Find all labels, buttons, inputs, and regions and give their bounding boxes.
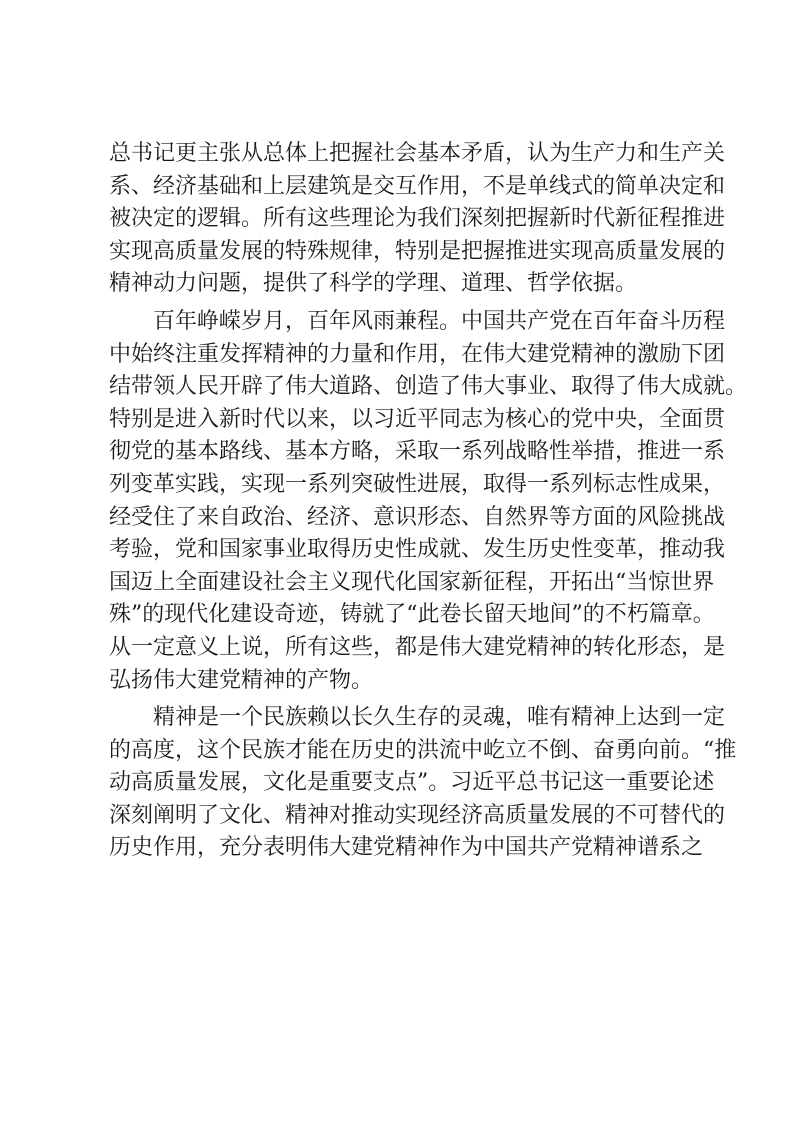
text-line: 百年峥嵘岁月，百年风雨兼程。中国共产党在百年奋斗历程 xyxy=(153,308,726,334)
text-line: 国迈上全面建设社会主义现代化国家新征程，开拓出“当惊世界 xyxy=(109,569,715,595)
text-line: 精神动力问题，提供了科学的学理、道理、哲学依据。 xyxy=(109,271,638,297)
text-line: 系、经济基础和上层建筑是交互作用，不是单线式的简单决定和 xyxy=(109,173,726,199)
text-line: 深刻阐明了文化、精神对推动实现经济高质量发展的不可替代的 xyxy=(109,802,726,828)
text-line: 殊”的现代化建设奇迹，铸就了“此卷长留天地间”的不朽篇章。 xyxy=(109,602,715,628)
text-line: 列变革实践，实现一系列突破性进展，取得一系列标志性成果， xyxy=(109,471,726,497)
text-line: 考验，党和国家事业取得历史性成就、发生历史性变革，推动我 xyxy=(109,537,726,563)
paragraph-2 xyxy=(109,306,748,697)
text-line: 历史作用，充分表明伟大建党精神作为中国共产党精神谱系之 xyxy=(109,835,704,861)
text-line: 特别是进入新时代以来，以习近平同志为核心的党中央，全面贯 xyxy=(109,406,726,432)
text-line: 弘扬伟大建党精神的产物。 xyxy=(109,667,374,693)
paragraph-3 xyxy=(109,702,737,865)
text-line: 被决定的逻辑。所有这些理论为我们深刻把握新时代新征程推进 xyxy=(109,206,726,232)
text-line: 经受住了来自政治、经济、意识形态、自然界等方面的风险挑战 xyxy=(109,504,726,530)
text-line: 的高度，这个民族才能在历史的洪流中屹立不倒、奋勇向前。“推 xyxy=(109,737,737,763)
paragraph-1 xyxy=(109,138,726,301)
document-page xyxy=(109,138,748,870)
text-line: 中始终注重发挥精神的力量和作用，在伟大建党精神的激励下团 xyxy=(109,341,726,367)
text-line: 实现高质量发展的特殊规律，特别是把握推进实现高质量发展的 xyxy=(109,238,726,264)
text-line: 彻党的基本路线、基本方略，采取一系列战略性举措，推进一系 xyxy=(109,439,726,465)
text-line: 动高质量发展，文化是重要支点”。习近平总书记这一重要论述 xyxy=(109,770,715,796)
text-line: 从一定意义上说，所有这些，都是伟大建党精神的转化形态，是 xyxy=(109,634,726,660)
text-line: 结带领人民开辟了伟大道路、创造了伟大事业、取得了伟大成就。 xyxy=(109,374,748,400)
text-line: 精神是一个民族赖以长久生存的灵魂，唯有精神上达到一定 xyxy=(153,705,726,731)
text-line: 总书记更主张从总体上把握社会基本矛盾，认为生产力和生产关 xyxy=(109,141,726,166)
